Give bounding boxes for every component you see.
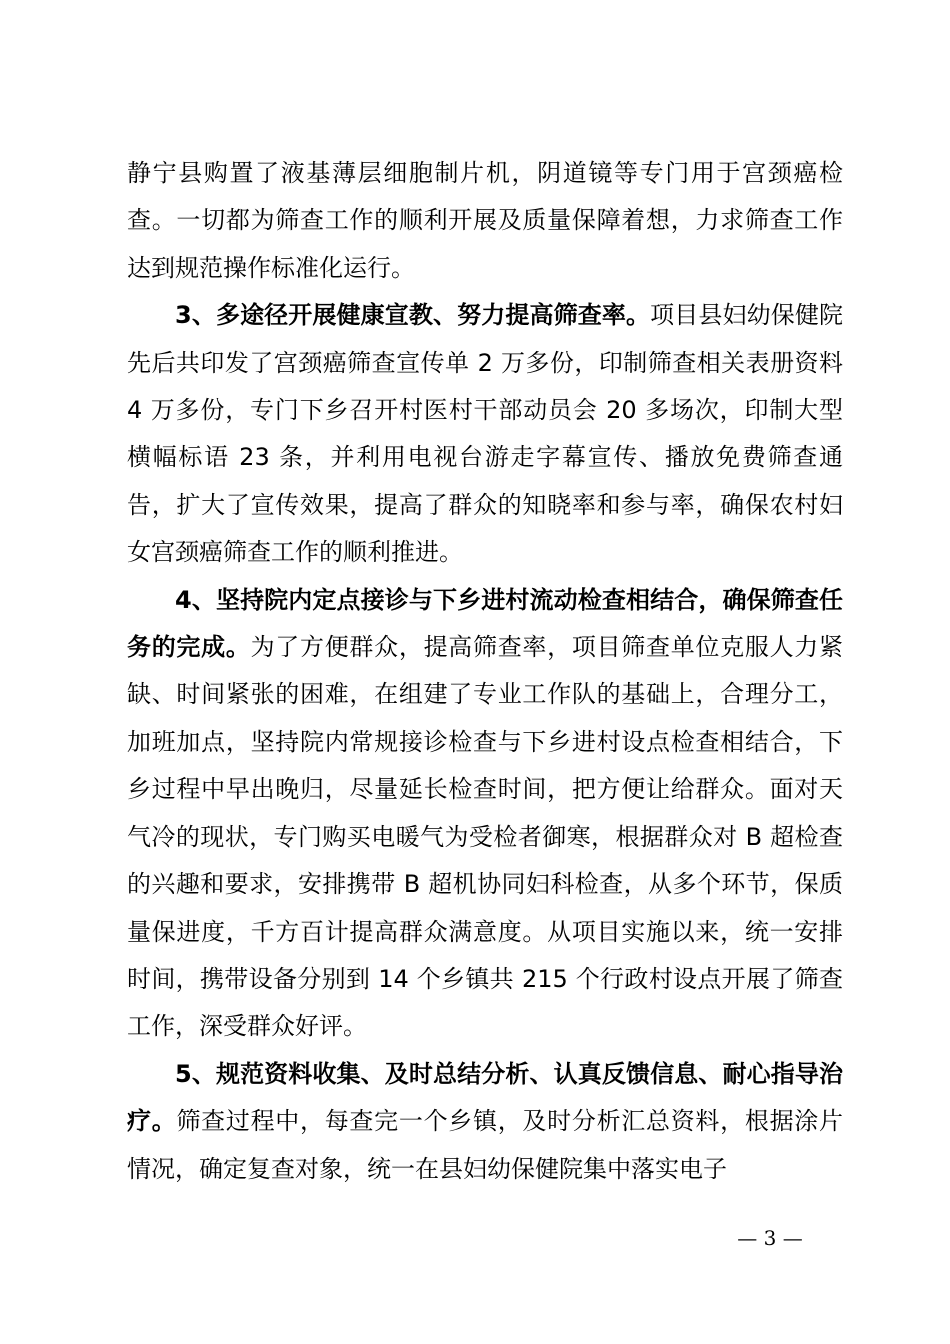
paragraph-2-heading: 3、多途径开展健康宣教、努力提高筛查率。 <box>175 301 651 330</box>
paragraph-4-heading: 5、规范资料收集、及时总结分析、认真反馈信息、耐心指导治疗。 <box>127 1059 843 1136</box>
paragraph-4-text: 筛查过程中，每查完一个乡镇，及时分析汇总资料，根据涂片情况，确定复查对象，统一在县妇幼保健院集中落实电子 <box>127 1107 844 1183</box>
paragraph-1-text: 静宁县购置了液基薄层细胞制片机，阴道镜等专门用于宫颈癌检查。一切都为筛查工作的顺利开展及质量保障着想，力求筛查工作达到规范操作标准化运行。 <box>127 159 843 282</box>
paragraph-2-text: 项目县妇幼保健院先后共印发了宫颈癌筛查宣传单 2 万多份，印制筛查相关表册资料 4 万多份，专门下乡召开村医村干部动员会 20 多场次，印制大型横幅标语 23 条，并利用电视台游走字幕宣传、播放免费筛查通告，扩大了宣传效果，提高了群众的知晓率和参与率，确保农村妇女宫颈癌筛查工作的顺利推进。 <box>127 301 843 567</box>
paragraph-3-text: 为了方便群众，提高筛查率，项目筛查单位克服人力紧缺、时间紧张的困难，在组建了专业工作队的基础上，合理分工，加班加点，坚持院内常规接诊检查与下乡进村设点检查相结合，下乡过程中早出晚归，尽量延长检查时间，把方便让给群众。面对天气冷的现状，专门购买电暖气为受检者御寒，根据群众对 B 超检查的兴趣和要求，安排携带 B 超机协同妇科检查，从多个环节，保质量保进度，千方百计提高群众满意度。从项目实施以来，统一安排时间，携带设备分别到 14 个乡镇共 215 个行政村设点开展了筛查工作，深受群众好评。 <box>127 633 844 1041</box>
paragraph-3 <box>127 577 843 1051</box>
paragraph-3-heading: 4、坚持院内定点接诊与下乡进村流动检查相结合，确保筛查任务的完成。 <box>127 585 843 662</box>
paragraph-2 <box>127 292 843 576</box>
page-number: — 3 — <box>737 1226 803 1250</box>
paragraph-1 <box>127 150 843 292</box>
document-body <box>127 150 843 1193</box>
paragraph-4 <box>127 1051 843 1193</box>
